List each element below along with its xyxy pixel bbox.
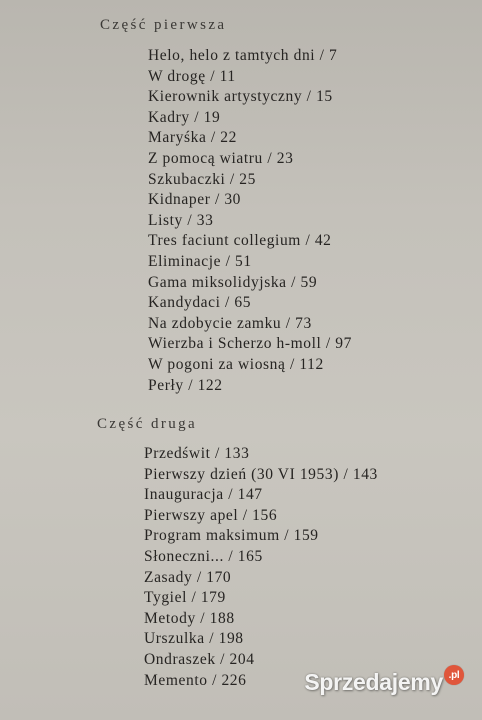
toc-entry: W drogę / 11 xyxy=(148,67,236,85)
section-heading-part-one: Część pierwsza xyxy=(100,17,227,33)
toc-entry: Gama miksolidyjska / 59 xyxy=(148,273,318,291)
toc-entry: Szkubaczki / 25 xyxy=(148,170,257,188)
section-heading-part-two: Część druga xyxy=(97,416,198,432)
toc-entry: W pogoni za wiosną / 112 xyxy=(148,355,324,373)
toc-entry: Urszulka / 198 xyxy=(144,630,244,648)
toc-entry: Przedświt / 133 xyxy=(144,445,250,462)
watermark-text: Sprzedajemy xyxy=(304,669,443,695)
toc-list-part-one xyxy=(148,46,352,396)
toc-entry: Tygiel / 179 xyxy=(144,589,226,607)
toc-entry: Helo, helo z tamtych dni / 7 xyxy=(148,47,338,64)
toc-entry: Wierzba i Scherzo h-moll / 97 xyxy=(148,335,353,353)
toc-entry: Inauguracja / 147 xyxy=(144,486,263,504)
toc-entry: Metody / 188 xyxy=(144,609,235,627)
toc-entry: Tres faciunt collegium / 42 xyxy=(148,232,332,250)
toc-list-part-two xyxy=(144,444,378,691)
toc-entry: Listy / 33 xyxy=(148,211,214,229)
toc-entry: Kadry / 19 xyxy=(148,108,221,126)
toc-entry: Z pomocą wiatru / 23 xyxy=(148,149,294,167)
toc-entry: Pierwszy apel / 156 xyxy=(144,506,278,524)
toc-entry: Memento / 226 xyxy=(144,671,247,689)
toc-entry: Na zdobycie zamku / 73 xyxy=(148,314,312,332)
toc-entry: Słoneczni... / 165 xyxy=(144,547,263,565)
toc-entry: Pierwszy dzień (30 VI 1953) / 143 xyxy=(144,465,378,483)
toc-entry: Eliminacje / 51 xyxy=(148,252,252,270)
toc-entry: Zasady / 170 xyxy=(144,568,232,586)
toc-entry: Kierownik artystyczny / 15 xyxy=(148,88,333,106)
sprzedajemy-watermark xyxy=(304,669,464,696)
toc-entry: Program maksimum / 159 xyxy=(144,527,319,545)
toc-entry: Kidnaper / 30 xyxy=(148,191,242,209)
toc-entry: Ondraszek / 204 xyxy=(144,650,255,668)
watermark-badge-icon: .pl xyxy=(444,665,464,685)
toc-entry: Kandydaci / 65 xyxy=(148,294,252,312)
toc-entry: Perły / 122 xyxy=(148,376,223,394)
toc-entry: Maryśka / 22 xyxy=(148,129,237,147)
